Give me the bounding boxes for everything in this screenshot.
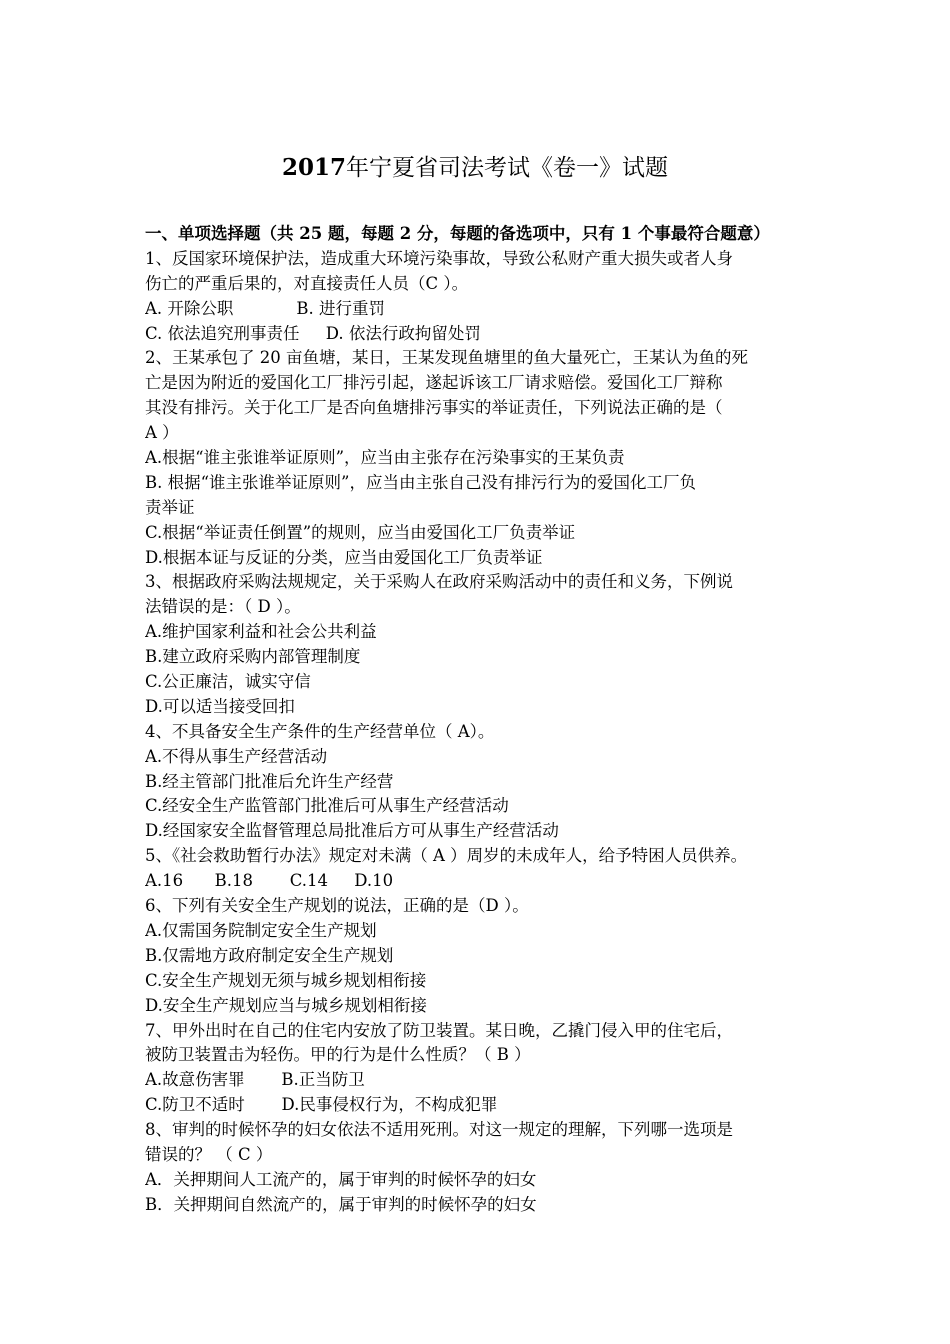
text-line: A.16 B.18 C.14 D.10 [145, 871, 394, 891]
text-line: C.公正廉洁，诚实守信 [145, 672, 311, 692]
text-line: C.安全生产规划无须与城乡规划相衔接 [145, 970, 427, 990]
text-line: 法错误的是：（ D ）。 [145, 597, 301, 617]
text-line: D.根据本证与反证的分类，应当由爱国化工厂负责举证 [145, 547, 543, 567]
text-line: 伤亡的严重后果的，对直接责任人员（C ）。 [145, 273, 469, 293]
text-line: 被防卫装置击为轻伤。甲的行为是什么性质？（ B ） [145, 1045, 531, 1065]
text-line: 5、《社会救助暂行办法》规定对未满（ A ）周岁的未成年人，给予特困人员供养。 [145, 846, 748, 866]
text-line: B.仅需地方政府制定安全生产规划 [145, 945, 394, 965]
text-line: 亡是因为附近的爱国化工厂排污引起，遂起诉该工厂请求赔偿。爱国化工厂辩称 [145, 373, 723, 393]
text-line: A.仅需国务院制定安全生产规划 [145, 920, 377, 940]
text-line: 1、反国家环境保护法，造成重大环境污染事故，导致公私财产重大损失或者人身 [145, 248, 733, 268]
text-line: A.维护国家利益和社会公共利益 [145, 622, 377, 642]
text-line: B.建立政府采购内部管理制度 [145, 647, 361, 667]
document-title [0, 152, 950, 184]
text-line: C.经安全生产监管部门批准后可从事生产经营活动 [145, 796, 509, 816]
text-line: 4、不具备安全生产条件的生产经营单位（ A）。 [145, 721, 495, 741]
text-line: C.防卫不适时 D.民事侵权行为，不构成犯罪 [145, 1095, 498, 1115]
text-line: B．关押期间自然流产的，属于审判的时候怀孕的妇女 [145, 1194, 537, 1214]
text-line: B.经主管部门批准后允许生产经营 [145, 771, 394, 791]
text-line: 3、根据政府采购法规规定，关于采购人在政府采购活动中的责任和义务，下例说 [145, 572, 733, 592]
text-line: 8、审判的时候怀孕的妇女依法不适用死刑。对这一规定的理解，下列哪一选项是 [145, 1120, 733, 1140]
text-line: A ） [145, 423, 179, 443]
text-line: C. 依法追究刑事责任 D. 依法行政拘留处罚 [145, 323, 481, 343]
text-line: 其没有排污。关于化工厂是否向鱼塘排污事实的举证责任，下列说法正确的是（ [145, 398, 723, 418]
text-line: D.安全生产规划应当与城乡规划相衔接 [145, 995, 427, 1015]
text-line: A.故意伤害罪 B.正当防卫 [145, 1070, 365, 1090]
text-line: 6、下列有关安全生产规划的说法，正确的是（D ）。 [145, 896, 529, 916]
text-line: 2、王某承包了 20 亩鱼塘，某日，王某发现鱼塘里的鱼大量死亡，王某认为鱼的死 [145, 348, 748, 368]
text-line: 7、甲外出时在自己的住宅内安放了防卫装置。某日晚，乙撬门侵入甲的住宅后， [145, 1020, 733, 1040]
text-line: A.不得从事生产经营活动 [145, 746, 328, 766]
section-heading: 一、单项选择题（共 25 题，每题 2 分，每题的备选项中，只有 1 个事最符合题意） [145, 224, 770, 243]
text-line: 责举证 [145, 497, 195, 517]
text-line: B. 根据“谁主张谁举证原则”，应当由主张自己没有排污行为的爱国化工厂负 [145, 472, 696, 492]
title-text: 年宁夏省司法考试《卷一》试题 [346, 155, 668, 181]
document-body [145, 222, 810, 1218]
text-line: D.可以适当接受回扣 [145, 696, 295, 716]
question-lines [145, 247, 810, 1218]
title-year: 2017 [281, 154, 346, 181]
text-line: C.根据“举证责任倒置”的规则，应当由爱国化工厂负责举证 [145, 522, 576, 542]
text-line: A. 开除公职 B. 进行重罚 [145, 298, 385, 318]
text-line: A.根据“谁主张谁举证原则”，应当由主张存在污染事实的王某负责 [145, 448, 625, 468]
text-line: 错误的？ （ C ） [145, 1144, 273, 1164]
text-line: A．关押期间人工流产的，属于审判的时候怀孕的妇女 [145, 1169, 537, 1189]
text-line: D.经国家安全监督管理总局批准后方可从事生产经营活动 [145, 821, 559, 841]
